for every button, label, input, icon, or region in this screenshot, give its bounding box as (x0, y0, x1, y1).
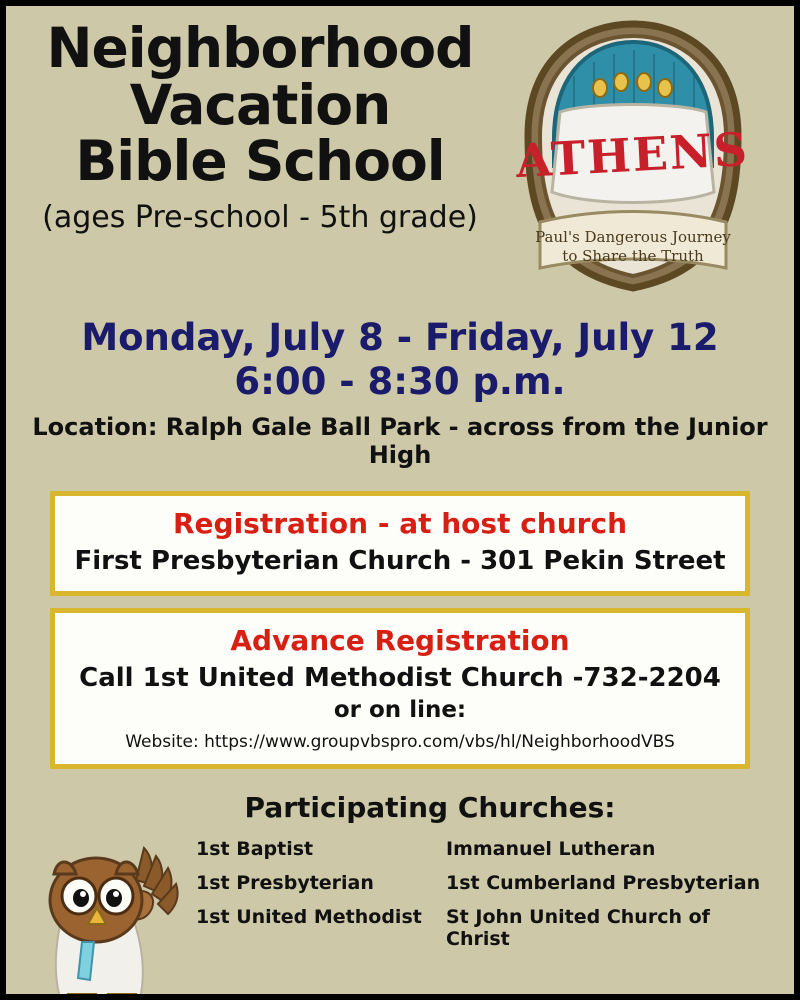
title-line-3: Bible School (75, 129, 445, 194)
participating-churches-title: Participating Churches: (244, 790, 616, 824)
list-item: Immanuel Lutheran (446, 837, 656, 860)
flyer-header (6, 6, 794, 316)
logo-tagline-2: to Share the Truth (562, 247, 704, 265)
title-line-1: Neighborhood (46, 16, 474, 80)
event-dates (6, 316, 794, 403)
advance-registration-box (50, 608, 750, 769)
age-range-subtitle: (ages Pre-school - 5th grade) (42, 199, 478, 235)
registration-boxes (50, 491, 750, 768)
registration-heading: Registration - at host church (172, 507, 627, 541)
registration-box (50, 491, 750, 596)
athens-lyre-badge-icon (488, 16, 778, 306)
advance-registration-phone: Call 1st United Methodist Church -732-2204 (79, 663, 721, 694)
page-title (30, 16, 490, 235)
date-range: Monday, July 8 - Friday, July 12 (81, 316, 719, 359)
advance-registration-online: or on line: (333, 696, 467, 723)
list-item: 1st United Methodist (196, 905, 422, 928)
owl-mascot-icon (24, 830, 204, 1000)
title-line-2: Vacation (129, 72, 391, 137)
logo-tagline-1: Paul's Dangerous Journey (535, 228, 731, 246)
logo-title: ATHENS (514, 121, 751, 189)
registration-detail: First Presbyterian Church - 301 Pekin Street (74, 546, 726, 577)
list-item: 1st Cumberland Presbyterian (446, 871, 761, 894)
list-item: 1st Baptist (196, 837, 314, 860)
participating-churches-section (6, 791, 794, 991)
event-time: 6:00 - 8:30 p.m. (234, 359, 566, 403)
advance-registration-heading: Advance Registration (230, 624, 570, 658)
registration-website-link[interactable]: Website: https://www.groupvbspro.com/vbs/hl/NeighborhoodVBS (125, 731, 675, 752)
list-item: 1st Presbyterian (196, 871, 374, 894)
event-location: Location: Ralph Gale Ball Park - across from the Junior High (32, 413, 768, 470)
list-item: St John United Church of Christ (446, 905, 710, 950)
